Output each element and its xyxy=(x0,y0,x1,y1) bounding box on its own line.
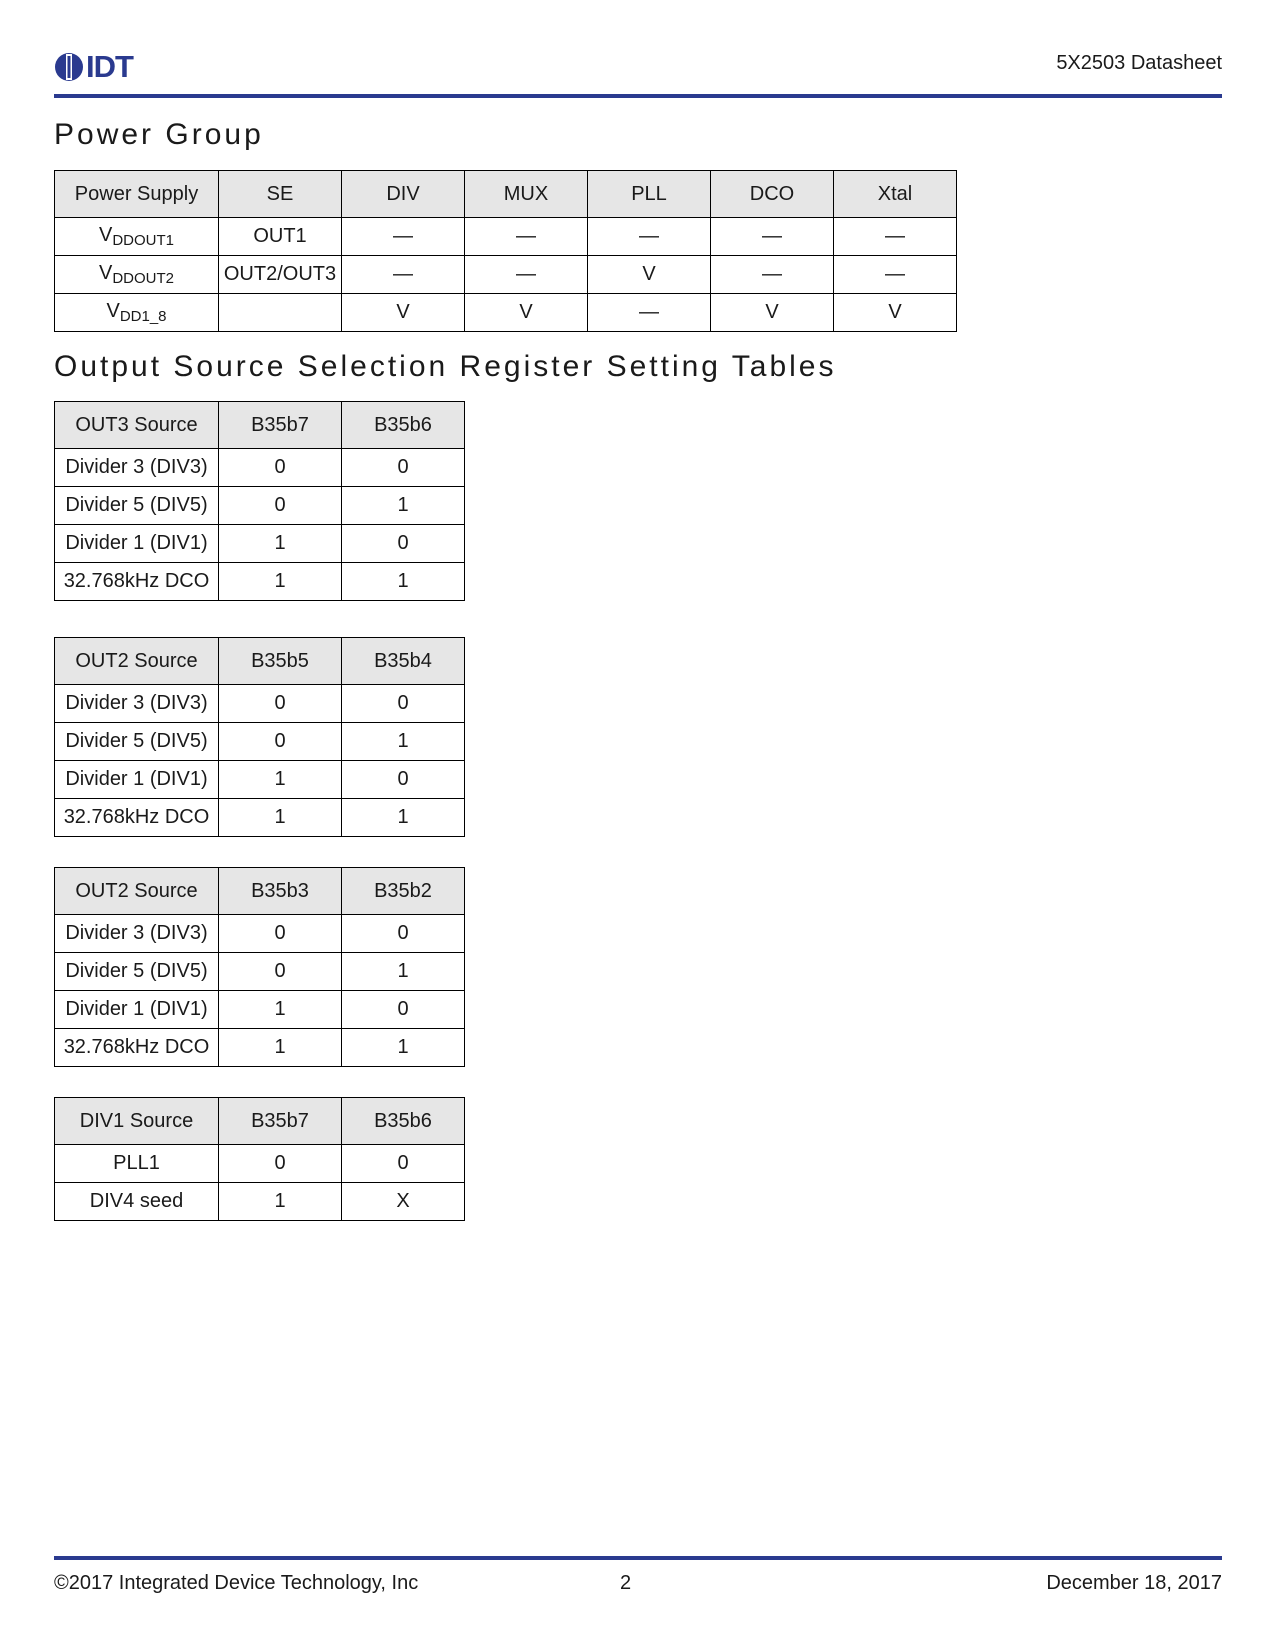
table-cell: 1 xyxy=(342,487,465,525)
column-header: OUT2 Source xyxy=(55,868,219,915)
column-header: B35b6 xyxy=(342,1098,465,1145)
table-cell: 1 xyxy=(219,761,342,799)
column-header: Xtal xyxy=(834,171,957,218)
table-cell: 1 xyxy=(219,991,342,1029)
table-cell: 32.768kHz DCO xyxy=(55,799,219,837)
table-header-row xyxy=(55,171,957,218)
power-group-table xyxy=(54,170,957,332)
table-cell: 0 xyxy=(219,449,342,487)
table-row xyxy=(55,761,465,799)
table-cell: 0 xyxy=(342,991,465,1029)
table-row xyxy=(55,487,465,525)
document-title: 5X2503 Datasheet xyxy=(1056,52,1222,74)
table-cell: — xyxy=(834,218,957,256)
column-header: B35b7 xyxy=(219,402,342,449)
table-cell: 1 xyxy=(342,1029,465,1067)
table-cell: Divider 5 (DIV5) xyxy=(55,723,219,761)
table-cell: 32.768kHz DCO xyxy=(55,563,219,601)
column-header: SE xyxy=(219,171,342,218)
column-header: DCO xyxy=(711,171,834,218)
table-row xyxy=(55,294,957,332)
table-cell: 1 xyxy=(219,1029,342,1067)
table-row xyxy=(55,218,957,256)
table-cell: 0 xyxy=(342,761,465,799)
table-row xyxy=(55,1029,465,1067)
column-header: DIV1 Source xyxy=(55,1098,219,1145)
table-cell: V xyxy=(588,256,711,294)
table-header-row xyxy=(55,1098,465,1145)
out2-source-table-b3-b2 xyxy=(54,867,465,1067)
table-cell: — xyxy=(711,256,834,294)
table-cell: Divider 1 (DIV1) xyxy=(55,525,219,563)
table-cell: Divider 5 (DIV5) xyxy=(55,487,219,525)
table-cell: Divider 3 (DIV3) xyxy=(55,449,219,487)
table-cell: Divider 1 (DIV1) xyxy=(55,761,219,799)
table-cell: PLL1 xyxy=(55,1145,219,1183)
table-row xyxy=(55,991,465,1029)
table-cell: — xyxy=(588,294,711,332)
table-row xyxy=(55,799,465,837)
table-cell: 0 xyxy=(219,1145,342,1183)
table-row xyxy=(55,1145,465,1183)
table-cell: V xyxy=(834,294,957,332)
table-cell: — xyxy=(465,218,588,256)
footer-date: December 18, 2017 xyxy=(1046,1572,1222,1594)
table-cell: — xyxy=(588,218,711,256)
table-cell: 0 xyxy=(219,723,342,761)
table-cell: Divider 3 (DIV3) xyxy=(55,685,219,723)
table-cell: V xyxy=(342,294,465,332)
out3-source-table xyxy=(54,401,465,601)
table-header-row xyxy=(55,402,465,449)
table-cell: Divider 3 (DIV3) xyxy=(55,915,219,953)
table-cell: 32.768kHz DCO xyxy=(55,1029,219,1067)
column-header: MUX xyxy=(465,171,588,218)
table-cell: — xyxy=(465,256,588,294)
table-cell: 1 xyxy=(342,799,465,837)
column-header: B35b2 xyxy=(342,868,465,915)
supply-name: $V_{DDOUT2}$ xyxy=(55,256,219,294)
table-cell: 0 xyxy=(342,449,465,487)
table-row xyxy=(55,953,465,991)
table-cell: V xyxy=(711,294,834,332)
supply-name: $V_{DDOUT1}$ xyxy=(55,218,219,256)
power-group-heading: Power Group xyxy=(54,118,264,151)
table-cell: 0 xyxy=(219,685,342,723)
table-cell: 1 xyxy=(219,525,342,563)
table-cell: OUT2/OUT3 xyxy=(219,256,342,294)
column-header: Power Supply xyxy=(55,171,219,218)
table-row xyxy=(55,1183,465,1221)
table-cell: 0 xyxy=(219,915,342,953)
table-cell: 1 xyxy=(219,563,342,601)
output-source-heading: Output Source Selection Register Setting Tables xyxy=(54,350,837,383)
table-cell: 1 xyxy=(342,723,465,761)
table-cell: — xyxy=(834,256,957,294)
div1-source-table xyxy=(54,1097,465,1221)
column-header: B35b6 xyxy=(342,402,465,449)
column-header: B35b3 xyxy=(219,868,342,915)
column-header: OUT3 Source xyxy=(55,402,219,449)
table-cell: X xyxy=(342,1183,465,1221)
table-cell: 0 xyxy=(219,487,342,525)
table-cell: OUT1 xyxy=(219,218,342,256)
idt-logo xyxy=(54,50,133,84)
logo-text: IDT xyxy=(86,49,133,84)
table-row xyxy=(55,563,465,601)
table-cell: Divider 5 (DIV5) xyxy=(55,953,219,991)
table-cell: 1 xyxy=(342,563,465,601)
table-header-row xyxy=(55,638,465,685)
table-cell: 0 xyxy=(219,953,342,991)
table-cell: 1 xyxy=(219,799,342,837)
table-cell: V xyxy=(465,294,588,332)
table-row xyxy=(55,723,465,761)
out2-source-table-b5-b4 xyxy=(54,637,465,837)
table-row xyxy=(55,449,465,487)
column-header: B35b7 xyxy=(219,1098,342,1145)
table-cell xyxy=(219,294,342,332)
column-header: OUT2 Source xyxy=(55,638,219,685)
column-header: DIV xyxy=(342,171,465,218)
table-cell: — xyxy=(711,218,834,256)
table-cell: Divider 1 (DIV1) xyxy=(55,991,219,1029)
table-cell: DIV4 seed xyxy=(55,1183,219,1221)
table-row xyxy=(55,256,957,294)
table-cell: — xyxy=(342,218,465,256)
column-header: B35b5 xyxy=(219,638,342,685)
header-rule xyxy=(54,94,1222,98)
table-row xyxy=(55,685,465,723)
table-header-row xyxy=(55,868,465,915)
table-cell: — xyxy=(342,256,465,294)
table-cell: 0 xyxy=(342,1145,465,1183)
column-header: PLL xyxy=(588,171,711,218)
table-cell: 0 xyxy=(342,915,465,953)
column-header: B35b4 xyxy=(342,638,465,685)
table-cell: 1 xyxy=(219,1183,342,1221)
supply-name: $V_{DD1\_8}$ xyxy=(55,294,219,332)
table-cell: 0 xyxy=(342,525,465,563)
footer-page-number: 2 xyxy=(620,1572,632,1594)
table-row xyxy=(55,525,465,563)
footer-rule xyxy=(54,1556,1222,1560)
table-cell: 0 xyxy=(342,685,465,723)
table-row xyxy=(55,915,465,953)
idt-logo-mark-icon xyxy=(54,52,84,82)
footer-copyright: ©2017 Integrated Device Technology, Inc xyxy=(54,1572,419,1594)
table-cell: 1 xyxy=(342,953,465,991)
